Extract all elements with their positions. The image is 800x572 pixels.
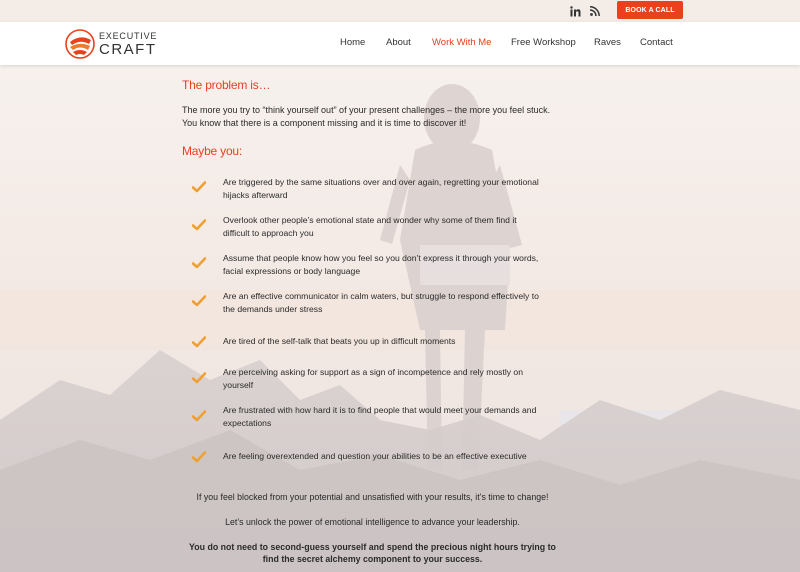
problem-line-1: The more you try to “think yourself out” of your present challenges – the more you feel stuck. — [182, 105, 551, 115]
checkmark-icon — [192, 295, 206, 307]
problem-line-2: You know that there is a component missing and it is time to discover it! — [182, 117, 467, 128]
logo-mark-icon — [64, 28, 96, 60]
rss-icon[interactable] — [590, 4, 600, 18]
linkedin-icon[interactable] — [570, 4, 581, 18]
list-item-text: Are an effective communicator in calm waters, but struggle to respond effectively to the demands under stress — [223, 291, 539, 315]
closing-text-1: If you feel blocked from your potential and unsatisfied with your results, it’s time to change! — [196, 492, 549, 502]
checkmark-icon — [192, 336, 206, 348]
book-a-call-button[interactable]: BOOK A CALL — [617, 1, 683, 19]
list-item-text: Are triggered by the same situations over and over again, regretting your emotional hijacks afterward — [223, 177, 539, 201]
nav-about[interactable]: About — [386, 37, 411, 48]
problem-heading: The problem is… — [182, 78, 271, 92]
logo-text-craft: CRAFT — [99, 40, 157, 58]
checkmark-icon — [192, 410, 206, 422]
checkmark-icon — [192, 372, 206, 384]
list-item-text: Assume that people know how you feel so you don’t express it through your words, facial expressions or body language — [223, 253, 539, 277]
list-item-text: Overlook other people’s emotional state and wonder why some of them find it difficult to approach you — [223, 215, 517, 239]
list-item-text: Are tired of the self-talk that beats you up in difficult moments — [223, 336, 456, 346]
closing-text-2: Let’s unlock the power of emotional intelligence to advance your leadership. — [225, 517, 520, 527]
nav-contact[interactable]: Contact — [640, 37, 673, 48]
maybe-heading: Maybe you: — [182, 144, 243, 158]
list-item-text: Are perceiving asking for support as a sign of incompetence and rely mostly on yourself — [223, 367, 523, 391]
checkmark-icon — [192, 451, 206, 463]
executive-craft-logo[interactable] — [64, 26, 157, 62]
logo-text-executive: EXECUTIVE — [99, 30, 158, 41]
utility-bar — [0, 0, 800, 22]
checkmark-icon — [192, 257, 206, 269]
nav-raves[interactable]: Raves — [594, 37, 621, 48]
checkmark-icon — [192, 181, 206, 193]
nav-home[interactable]: Home — [340, 37, 366, 48]
closing-text-3: You do not need to second-guess yourself and spend the precious night hours trying to find the secret alchemy component to your success. — [189, 542, 556, 564]
list-item-text: Are feeling overextended and question your abilities to be an effective executive — [223, 451, 527, 461]
site-header — [0, 22, 800, 65]
checkmark-icon — [192, 219, 206, 231]
problem-paragraph — [182, 104, 602, 129]
nav-free-workshop[interactable]: Free Workshop — [511, 37, 576, 48]
list-item-text: Are frustrated with how hard it is to find people that would meet your demands and expectations — [223, 405, 537, 429]
nav-work-with-me[interactable]: Work With Me — [432, 37, 492, 48]
